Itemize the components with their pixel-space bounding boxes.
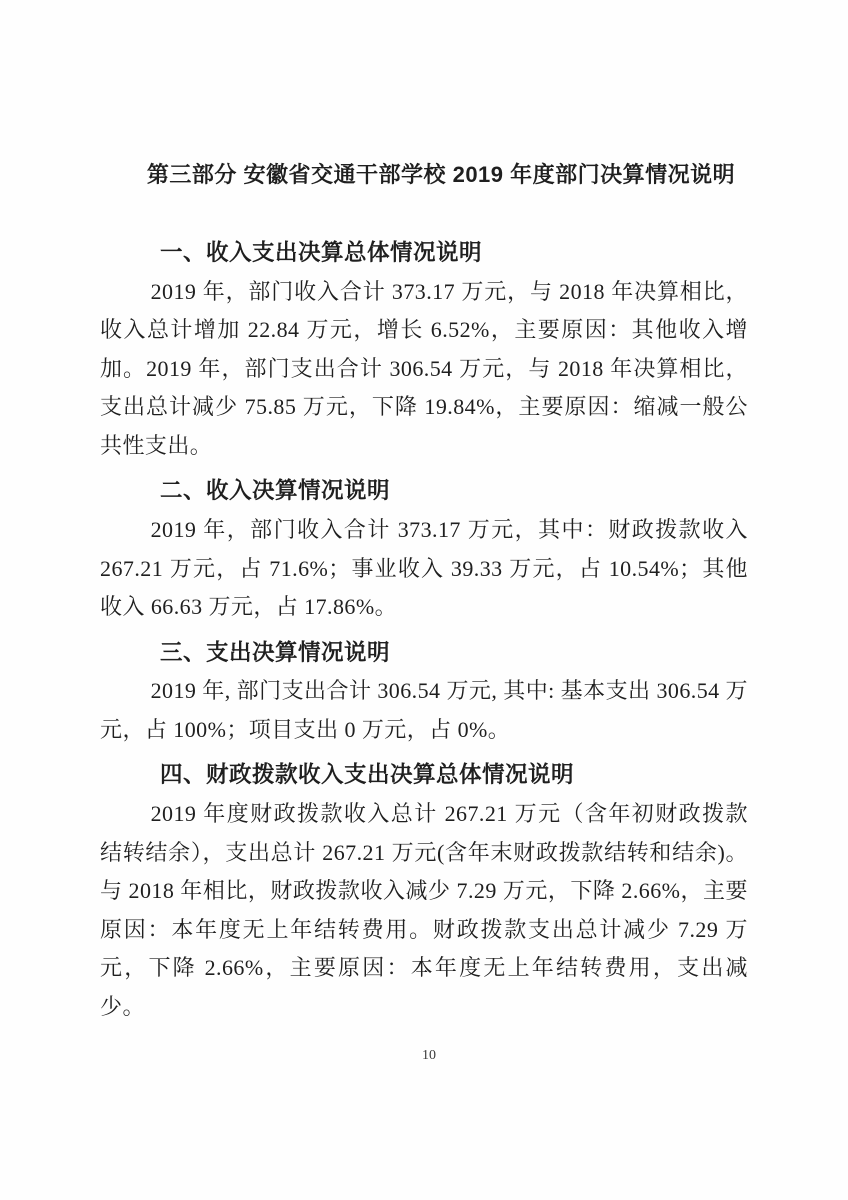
section-paragraph: 2019 年，部门收入合计 373.17 万元，与 2018 年决算相比，收入总计增加 22.84 万元，增长 6.52%，主要原因：其他收入增加。2019 年，部门支出合计 306.54 万元，与 2018 年决算相比，支出总计减少 75.85 万元，下降 19.84%，主要原因：缩减一般公共性支出。 xyxy=(100,278,748,458)
section-fiscal-appropriation-overview xyxy=(100,756,748,1026)
section-income-expenditure-overview xyxy=(100,234,748,465)
section-expenditure-statement xyxy=(100,634,748,750)
section-paragraph: 2019 年, 部门支出合计 306.54 万元, 其中: 基本支出 306.54 万元，占 100%；项目支出 0 万元，占 0%。 xyxy=(100,678,748,742)
page-number: 10 xyxy=(422,1048,436,1063)
document-content xyxy=(100,160,748,1027)
section-heading: 四、财政拨款收入支出决算总体情况说明 xyxy=(160,762,575,788)
section-paragraph: 2019 年，部门收入合计 373.17 万元，其中：财政拨款收入 267.21 万元，占 71.6%；事业收入 39.33 万元，占 10.54%；其他收入 66.63 万元，占 17.86%。 xyxy=(100,516,748,620)
section-paragraph: 2019 年度财政拨款收入总计 267.21 万元（含年初财政拨款结转结余），支出总计 267.21 万元(含年末财政拨款结转和结余)。与 2018 年相比，财政拨款收入减少 7.29 万元，下降 2.66%，主要原因：本年度无上年结转费用。财政拨款支出总计减少 7.29 万元，下降 2.66%，主要原因：本年度无上年结转费用，支出减少。 xyxy=(100,800,748,1019)
section-heading: 一、收入支出决算总体情况说明 xyxy=(160,240,483,265)
section-income-statement xyxy=(100,472,748,626)
document-title: 第三部分 安徽省交通干部学校 2019 年度部门决算情况说明 xyxy=(146,162,736,187)
section-heading: 三、支出决算情况说明 xyxy=(160,639,391,665)
section-heading: 二、收入决算情况说明 xyxy=(160,478,391,504)
